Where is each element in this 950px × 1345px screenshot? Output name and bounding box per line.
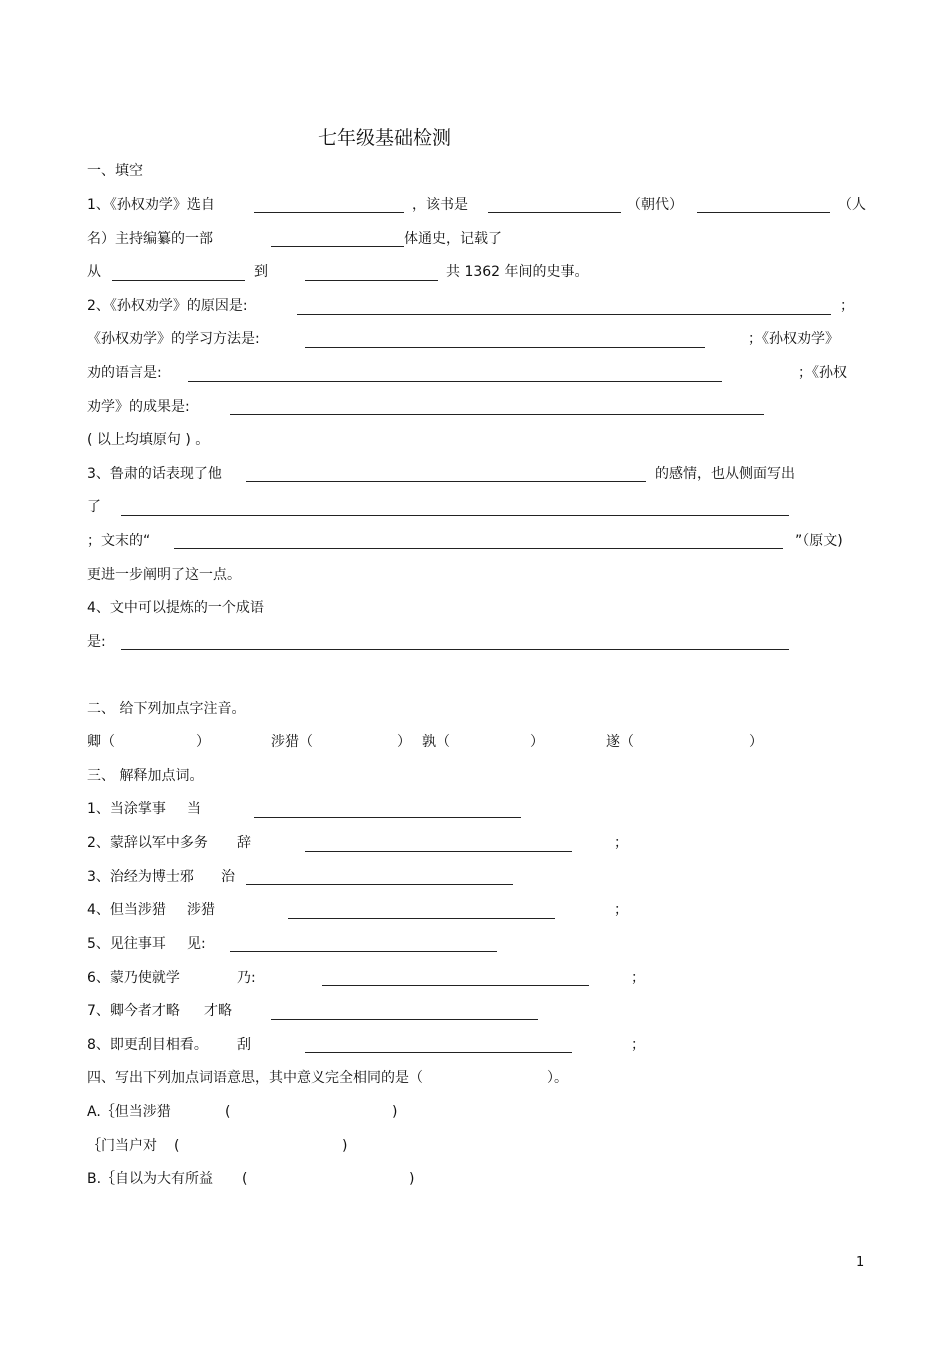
explain-blank[interactable] [288, 918, 555, 919]
q2-text: 《孙权劝学》的学习方法是: [87, 331, 260, 347]
q3-blank-quote[interactable] [174, 548, 783, 549]
explain-question: 1、当涂掌事 [87, 801, 166, 817]
section-2-heading: 二、 给下列加点字注音。 [87, 701, 246, 717]
pinyin-close: ） [530, 734, 544, 750]
q1-text: （朝代） [627, 197, 683, 213]
explain-question: 8、即更刮目相看。 [87, 1037, 208, 1053]
paren-open: ( [225, 1104, 231, 1120]
explain-blank[interactable] [254, 817, 521, 818]
q1-blank-from[interactable] [112, 280, 245, 281]
q3-blank-side[interactable] [121, 515, 789, 516]
q2-blank-result[interactable] [230, 414, 764, 415]
explain-blank[interactable] [246, 884, 513, 885]
explain-blank[interactable] [305, 1052, 572, 1053]
q1-text: 到 [254, 264, 268, 280]
q1-text: 从 [87, 264, 101, 280]
pinyin-item: 遂（ [606, 734, 634, 750]
explain-word: 辞 [237, 835, 251, 851]
section-1-heading: 一、填空 [87, 163, 143, 179]
explain-question: 2、蒙辞以军中多务 [87, 835, 208, 851]
q4-blank-idiom[interactable] [121, 649, 789, 650]
page-title: 七年级基础检测 [318, 127, 452, 149]
explain-end: ； [631, 970, 645, 986]
paren-close: ) [409, 1171, 415, 1187]
paren-close: ) [392, 1104, 398, 1120]
explain-question: 6、蒙乃使就学 [87, 970, 180, 986]
explain-blank[interactable] [305, 851, 572, 852]
q1-text: 名）主持编纂的一部 [87, 231, 213, 247]
q3-text: ”（原文) [795, 533, 843, 549]
pinyin-item: 孰（ [422, 734, 450, 750]
q3-text: 3、鲁肃的话表现了他 [87, 466, 222, 482]
option-a-line2: ｛门当户对 [87, 1138, 157, 1154]
explain-question: 3、治经为博士邪 [87, 869, 194, 885]
q1-blank-book[interactable] [254, 212, 404, 213]
option-b-line1: B.｛自以为大有所益 [87, 1171, 214, 1187]
explain-blank[interactable] [230, 951, 497, 952]
q2-note: ( 以上均填原句 ) 。 [87, 432, 210, 448]
explain-end: ； [614, 902, 628, 918]
q3-text: 的感情，也从侧面写出 [655, 466, 795, 482]
section-4-heading: 四、写出下列加点词语意思，其中意义完全相同的是（ [87, 1070, 423, 1086]
q4-text: 是: [87, 634, 106, 650]
q1-text: 1、《孙权劝学》选自 [87, 197, 215, 213]
q2-blank-reason[interactable] [297, 314, 831, 315]
q1-blank-type[interactable] [271, 246, 404, 247]
q2-text: 劝学》的成果是: [87, 399, 190, 415]
q1-blank-person[interactable] [697, 212, 830, 213]
q3-text: 更进一步阐明了这一点。 [87, 567, 241, 583]
q4-text: 4、文中可以提炼的一个成语 [87, 600, 264, 616]
paren-open: ( [174, 1138, 180, 1154]
explain-question: 4、但当涉猎 [87, 902, 166, 918]
explain-question: 5、见往事耳 [87, 936, 166, 952]
q2-blank-method[interactable] [305, 347, 705, 348]
q3-blank-feeling[interactable] [246, 481, 646, 482]
q3-text: ；文末的“ [87, 533, 151, 549]
explain-blank[interactable] [271, 1019, 538, 1020]
paren-close: ) [342, 1138, 348, 1154]
page-number: 1 [856, 1255, 865, 1270]
explain-word: 治 [221, 869, 235, 885]
option-a-line1: A.｛但当涉猎 [87, 1104, 171, 1120]
explain-end: ； [614, 835, 628, 851]
q2-text: 劝的语言是: [87, 365, 162, 381]
paren-open: ( [242, 1171, 248, 1187]
q1-text: （人 [838, 197, 866, 213]
q1-blank-to[interactable] [305, 280, 438, 281]
q1-text: ，该书是 [412, 197, 468, 213]
q1-text: 共 1362 年间的史事。 [446, 264, 589, 280]
pinyin-close: ） [749, 734, 763, 750]
explain-end: ； [631, 1037, 645, 1053]
pinyin-close: ） [397, 734, 411, 750]
q2-text: ；《孙权劝学》 [748, 331, 839, 347]
section-4-heading-end: ）。 [547, 1070, 568, 1086]
q2-text: 2、《孙权劝学》的原因是: [87, 298, 248, 314]
q3-text: 了 [87, 499, 101, 515]
section-3-heading: 三、 解释加点词。 [87, 768, 204, 784]
explain-blank[interactable] [322, 985, 589, 986]
explain-word: 乃: [237, 970, 256, 986]
q2-blank-language[interactable] [188, 381, 722, 382]
q1-blank-dynasty[interactable] [488, 212, 621, 213]
q1-text: 体通史，记载了 [404, 231, 502, 247]
explain-question: 7、卿今者才略 [87, 1003, 180, 1019]
explain-word: 当 [187, 801, 201, 817]
explain-word: 刮 [237, 1037, 251, 1053]
explain-word: 才略 [204, 1003, 232, 1019]
q2-text: ；《孙权 [798, 365, 847, 381]
pinyin-item: 卿（ [87, 734, 115, 750]
explain-word: 见: [187, 936, 206, 952]
pinyin-item: 涉猎（ [271, 734, 313, 750]
pinyin-close: ） [196, 734, 210, 750]
q2-text: ； [840, 298, 854, 314]
explain-word: 涉猎 [187, 902, 215, 918]
